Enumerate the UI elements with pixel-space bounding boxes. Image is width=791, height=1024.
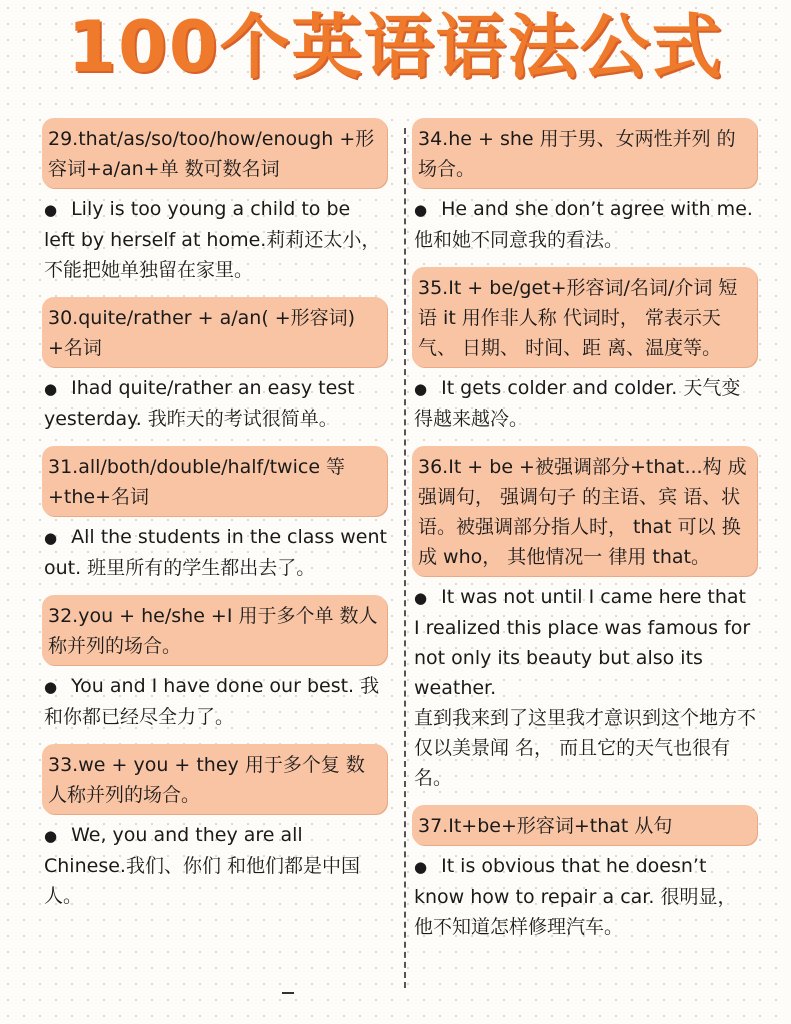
rule-33: 33.we + you + they 用于多个复 数人称并列的场合。 [42, 744, 387, 814]
bullet-icon: ● [414, 380, 428, 398]
example-sentence: Lily is too young a child to be left by herself at home. [44, 198, 351, 251]
rule-30: 30.quite/rather + a/an( +形容词) +名词 [42, 297, 387, 367]
example-translation: 我和你都已经尽全力了。 [44, 675, 380, 728]
example-translation: 我昨天的考试很简单。 [147, 408, 338, 430]
rule-34: 34.he + she 用于男、女两性并列 的场合。 [412, 118, 757, 188]
example-sentence: It gets colder and colder. [441, 377, 678, 399]
rule-37: 37.It+be+形容词+that 从句 [412, 805, 757, 845]
example-sentence: All the students in the class went out. [44, 526, 387, 579]
column-divider [404, 128, 406, 988]
bullet-icon: ● [414, 201, 428, 219]
example-29 [44, 194, 387, 285]
example-sentence: We, you and they are all Chinese. [44, 824, 303, 877]
right-column [412, 118, 757, 954]
footer-dash [282, 992, 294, 994]
example-sentence: Ihad quite/rather an easy test yesterday. [44, 377, 355, 430]
example-36 [414, 582, 757, 793]
rule-36: 36.It + be +被强调部分+that...构 成强调句， 强调句子 的主语、宾 语、状语。被强调部分指人时， that 可以 换成 who， 其他情况一 律用 that。 [412, 446, 757, 576]
bullet-icon: ● [44, 827, 58, 845]
left-column [42, 118, 387, 923]
example-sentence: You and I have done our best. [71, 675, 355, 697]
example-translation: 班里所有的学生都出去了。 [87, 557, 316, 579]
bullet-icon: ● [44, 201, 58, 219]
example-sentence: It was not until I came here that I realized this place was famous for not only its beauty but also its weather. [414, 586, 751, 699]
example-sentence: It is obvious that he doesn’t know how to repair a car. [414, 855, 707, 908]
example-33 [44, 820, 387, 911]
bullet-icon: ● [44, 529, 58, 547]
rule-32: 32.you + he/she +I 用于多个单 数人称并列的场合。 [42, 595, 387, 665]
example-35 [414, 373, 757, 434]
example-translation: 很明显， 他不知道怎样修理汽车。 [414, 886, 737, 938]
example-31 [44, 522, 387, 583]
example-translation: 他和她不同意我的看法。 [414, 229, 624, 251]
example-32 [44, 671, 387, 732]
example-37 [414, 851, 757, 942]
example-translation: 莉莉还太小， 不能把她单独留在家里。 [44, 229, 381, 281]
example-34 [414, 194, 757, 255]
example-sentence: He and she don’t agree with me. [441, 198, 753, 220]
example-translation: 直到我来到了这里我才意识到这个地方不仅以美景闻 名， 而且它的天气也很有名。 [414, 707, 757, 789]
bullet-icon: ● [414, 858, 428, 876]
example-translation: 我们、你们 和他们都是中国人。 [44, 855, 360, 907]
bullet-icon: ● [414, 589, 428, 607]
rule-35: 35.It + be/get+形容词/名词/介词 短语 it 用作非人称 代词时， 常表示天气、 日期、 时间、距 离、温度等。 [412, 267, 757, 367]
bullet-icon: ● [44, 678, 58, 696]
bullet-icon: ● [44, 380, 58, 398]
rule-29: 29.that/as/so/too/how/enough +形容词+a/an+单 数可数名词 [42, 118, 387, 188]
example-30 [44, 373, 387, 434]
example-translation: 天气变得越来越冷。 [414, 377, 741, 430]
page-title: 100个英语语法公式 [67, 6, 724, 88]
rule-31: 31.all/both/double/half/twice 等 +the+名词 [42, 446, 387, 516]
